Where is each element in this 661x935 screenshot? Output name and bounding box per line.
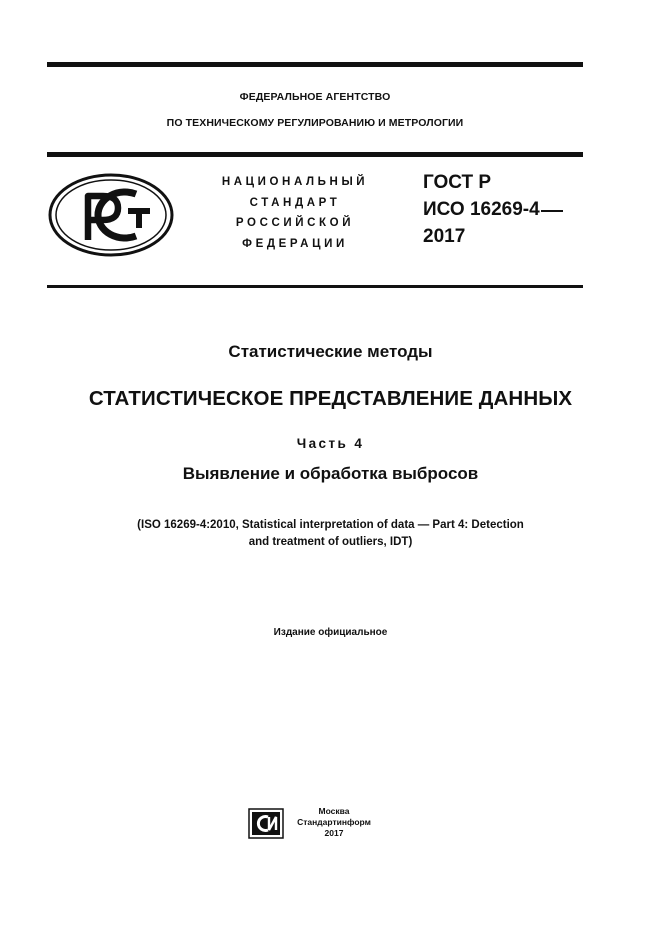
publisher-year: 2017 xyxy=(324,828,344,838)
standard-designation xyxy=(423,169,563,250)
agency-line-2: ПО ТЕХНИЧЕСКОМУ РЕГУЛИРОВАНИЮ И МЕТРОЛОГИИ xyxy=(166,117,464,129)
designation-line-2 xyxy=(423,196,563,223)
designation-number: ИСО 16269-4 xyxy=(423,199,540,220)
publisher-block xyxy=(296,806,372,839)
designation-line-1: ГОСТ Р xyxy=(423,172,492,193)
edition-label: Издание официальное xyxy=(273,627,388,638)
national-standard-label xyxy=(205,172,385,254)
iso-reference xyxy=(0,517,661,551)
title-small: Статистические методы xyxy=(228,342,433,361)
bottom-rule xyxy=(47,285,583,288)
part-label: Часть 4 xyxy=(296,436,365,451)
national-standard-line-3: РОССИЙСКОЙ xyxy=(235,217,355,229)
middle-rule xyxy=(47,152,583,157)
national-standard-line-1: НАЦИОНАЛЬНЫЙ xyxy=(221,176,369,188)
page-title: СТАТИСТИЧЕСКОЕ ПРЕДСТАВЛЕНИЕ ДАННЫХ xyxy=(88,387,573,410)
standartinform-logo-icon xyxy=(248,808,284,839)
national-standard-line-2: СТАНДАРТ xyxy=(249,196,341,209)
publisher-name: Стандартинформ xyxy=(297,817,371,827)
top-rule xyxy=(47,62,583,67)
iso-reference-line-1: (ISO 16269-4:2010, Statistical interpretation of data — Part 4: Detection xyxy=(137,519,524,531)
iso-reference-line-2: and treatment of outliers, IDT) xyxy=(248,536,413,548)
designation-dash xyxy=(541,210,563,212)
rst-certification-mark-icon xyxy=(48,172,174,258)
subtitle: Выявление и обработка выбросов xyxy=(182,464,479,483)
national-standard-line-4: ФЕДЕРАЦИИ xyxy=(242,237,348,250)
designation-year: 2017 xyxy=(423,226,466,247)
publisher-city: Москва xyxy=(318,806,350,816)
agency-line-1: ФЕДЕРАЛЬНОЕ АГЕНТСТВО xyxy=(239,91,391,103)
